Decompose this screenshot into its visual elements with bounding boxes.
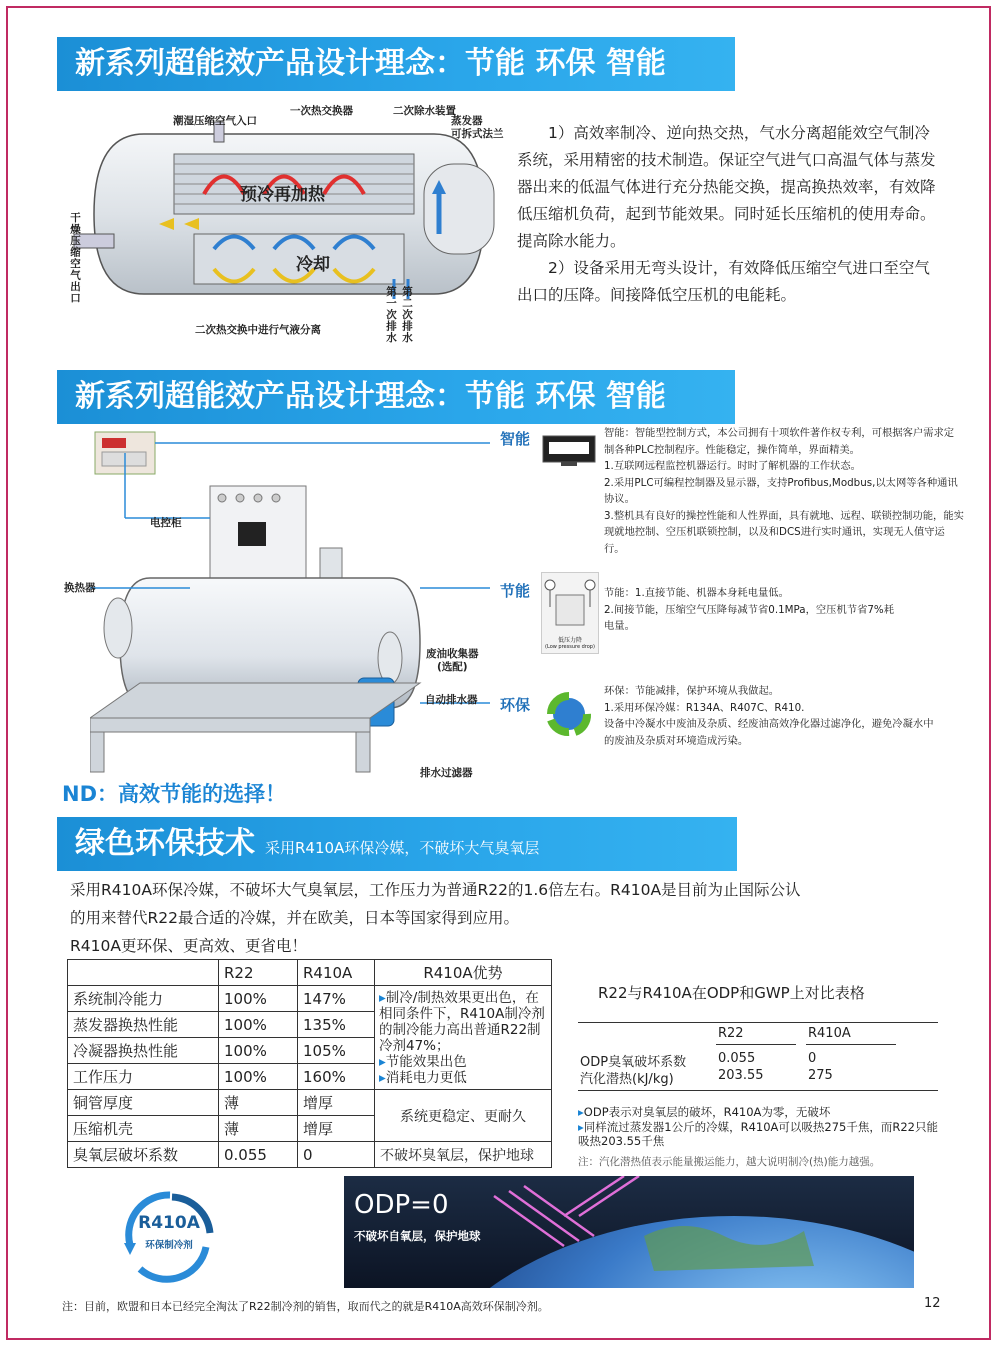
label-heat-exchanger: 换热器 bbox=[64, 582, 96, 594]
eco-line-1: 环保：节能减排，保护环境从我做起。 bbox=[604, 685, 780, 697]
label-drain-filter: 排水过滤器 bbox=[420, 767, 473, 779]
feature-energy-title: 节能 bbox=[500, 582, 531, 600]
table-cell: 铜管厚度 bbox=[68, 1090, 219, 1116]
bullet-triangle-icon: ▸ bbox=[379, 989, 386, 1006]
label-evaporator: 蒸发器 可拆式法兰 bbox=[451, 115, 504, 140]
advantage-cell-3: 不破坏臭氧层，保护地球 bbox=[375, 1142, 552, 1168]
page-number: 12 bbox=[924, 1296, 941, 1311]
section3-line-3: R410A更环保、更高效、更省电！ bbox=[70, 937, 307, 955]
odp-note-text: 同样流过蒸发器1公斤的冷媒，R410A可以吸热275千焦，而R22只能吸热203.55千焦 bbox=[578, 1119, 938, 1148]
label-hx1: 一次热交换器 bbox=[290, 105, 353, 117]
odp-footnote: 注：汽化潜热值表示能量搬运能力，越大说明制冷(热)能力越强。 bbox=[578, 1155, 881, 1168]
table-header-cell bbox=[68, 960, 219, 986]
odp-row-label: 汽化潜热(kJ/kg) bbox=[580, 1072, 674, 1087]
odp-notes bbox=[578, 1105, 938, 1169]
section3-line-2: 的用来替代R22最合适的冷媒，并在欧美，日本等国家得到应用。 bbox=[70, 909, 519, 927]
section1-paragraph-2: 2）设备采用无弯头设计，有效降低压缩空气进口至空气出口的压降。间接降低空压机的电能耗。 bbox=[517, 259, 930, 304]
feature-eco-title: 环保 bbox=[500, 696, 531, 714]
odp-header-r22: R22 bbox=[718, 1026, 744, 1041]
odp-row-value: 0.055 bbox=[718, 1051, 756, 1066]
odp-note-text: ODP表示对臭氧层的破坏，R410A为零，无破坏 bbox=[583, 1105, 831, 1119]
table-cell: 160% bbox=[298, 1064, 375, 1090]
table-header-cell: R410A优势 bbox=[375, 960, 552, 986]
label-reheat: 预冷再加热 bbox=[240, 185, 325, 205]
bullet-triangle-icon: ▸ bbox=[578, 1119, 584, 1134]
table-cell: 冷凝器换热性能 bbox=[68, 1038, 219, 1064]
monitor-icon bbox=[541, 434, 597, 468]
table-row bbox=[68, 1142, 552, 1168]
advantage-item bbox=[379, 1070, 547, 1086]
table-cell: 薄 bbox=[219, 1116, 298, 1142]
table-cell: 薄 bbox=[219, 1090, 298, 1116]
table-cell: 135% bbox=[298, 1012, 375, 1038]
energy-line-2: 2.间接节能，压缩空气压降每减节省0.1MPa，空压机节省7%耗电量。 bbox=[604, 603, 895, 632]
recycle-icon bbox=[541, 686, 597, 742]
r410a-logo-subtext: 环保制冷剂 bbox=[145, 1240, 193, 1251]
label-inlet: 潮湿压缩空气入口 bbox=[173, 115, 257, 127]
refrigerant-comparison-table bbox=[67, 959, 552, 1168]
table-cell: 0.055 bbox=[219, 1142, 298, 1168]
bullet-triangle-icon: ▸ bbox=[578, 1105, 584, 1119]
odp-header-rule-r410a bbox=[806, 1044, 896, 1045]
label-oil-collector: 废油收集器 (选配) bbox=[426, 648, 479, 673]
smart-line-1: 智能：智能型控制方式，本公司拥有十项软件著作权专利，可根据客户需求定制各种PLC控制程序。性能稳定，操作简单，界面精美。 bbox=[604, 427, 955, 456]
table-row bbox=[68, 1090, 552, 1116]
table-cell: 147% bbox=[298, 986, 375, 1012]
label-outlet: 干燥压缩空气出口 bbox=[69, 212, 81, 304]
odp-row-value: 203.55 bbox=[718, 1068, 764, 1083]
section3-line-1: 采用R410A环保冷媒，不破坏大气臭氧层，工作压力为普通R22的1.6倍左右。R410A是目前为止国际公认 bbox=[70, 881, 801, 899]
table-cell: 100% bbox=[219, 1038, 298, 1064]
feature-eco-text bbox=[604, 683, 939, 749]
odp-earth-banner bbox=[344, 1176, 914, 1288]
pressure-gauge-card bbox=[541, 572, 599, 654]
section-banner-2: 新系列超能效产品设计理念：节能 环保 智能 bbox=[57, 370, 735, 424]
eco-line-3: 设备中冷凝水中废油及杂质、经废油高效净化器过滤净化，避免冷凝水中的废油及杂质对环境造成污染。 bbox=[604, 718, 934, 747]
table-cell: 105% bbox=[298, 1038, 375, 1064]
bullet-triangle-icon: ▸ bbox=[379, 1053, 386, 1070]
table-header-row bbox=[68, 960, 552, 986]
odp-earth-title: ODP=0 bbox=[354, 1190, 449, 1220]
label-cooling: 冷却 bbox=[296, 255, 330, 275]
table-cell: 0 bbox=[298, 1142, 375, 1168]
table-cell: 增厚 bbox=[298, 1090, 375, 1116]
section3-text bbox=[70, 876, 900, 960]
pressure-gauge-icon bbox=[542, 573, 598, 633]
odp-table-bottom-rule bbox=[578, 1090, 938, 1091]
label-drain2: 二次除水装置 bbox=[393, 105, 456, 117]
advantage-text: 消耗电力更低 bbox=[385, 1069, 467, 1086]
nd-slogan: ND：高效节能的选择！ bbox=[62, 782, 287, 806]
advantage-cell-2: 系统更稳定、更耐久 bbox=[375, 1090, 552, 1142]
table-header-cell: R22 bbox=[219, 960, 298, 986]
table-cell: 臭氧层破坏系数 bbox=[68, 1142, 219, 1168]
label-drain-second: 第二次排水 bbox=[401, 286, 413, 344]
label-control-cabinet: 电控柜 bbox=[150, 517, 182, 529]
odp-table-title: R22与R410A在ODP和GWP上对比表格 bbox=[598, 984, 865, 1002]
odp-earth-subtitle: 不破坏自氧层，保护地球 bbox=[354, 1229, 481, 1243]
banner3-subtitle: 采用R410A环保冷媒，不破坏大气臭氧层 bbox=[265, 839, 540, 857]
table-cell: 100% bbox=[219, 986, 298, 1012]
table-cell: 压缩机壳 bbox=[68, 1116, 219, 1142]
gauge-caption-en: (Low pressure drop) bbox=[545, 644, 595, 650]
dryer-unit-diagram bbox=[90, 428, 610, 788]
odp-note bbox=[578, 1105, 938, 1120]
label-drain-first: 第一次排水 bbox=[385, 286, 397, 344]
advantage-text: 节能效果出色 bbox=[385, 1053, 467, 1070]
section1-paragraph-1: 1）高效率制冷、逆向热交热，气水分离超能效空气制冷系统，采用精密的技术制造。保证空气进气口高温气体与蒸发器出来的低温气体进行充分热能交换，提高换热效率，有效降低压缩机负荷，起到节能效果。同时延长压缩机的使用寿命。提高除水能力。 bbox=[517, 124, 936, 250]
table-cell: 系统制冷能力 bbox=[68, 986, 219, 1012]
odp-header-rule-r22 bbox=[716, 1044, 796, 1045]
odp-row-label: ODP臭氧破坏系数 bbox=[580, 1055, 687, 1070]
footer-note: 注：目前，欧盟和日本已经完全淘汰了R22制冷剂的销售，取而代之的就是R410A高效环保制冷剂。 bbox=[62, 1300, 549, 1313]
advantage-text: 制冷/制热效果更出色，在相同条件下，R410A制冷剂的制冷能力高出普通R22制冷剂47%； bbox=[379, 989, 545, 1054]
odp-row-value: 275 bbox=[808, 1068, 833, 1083]
odp-note bbox=[578, 1120, 938, 1149]
section1-text bbox=[517, 120, 937, 309]
feature-energy-text bbox=[604, 585, 904, 635]
label-auto-drain: 自动排水器 bbox=[425, 694, 478, 706]
table-cell: 100% bbox=[219, 1012, 298, 1038]
eco-line-2: 1.采用环保冷媒：R134A、R407C、R410. bbox=[604, 701, 805, 714]
smart-line-4: 3.整机具有良好的操控性能和人性界面，具有就地、远程、联锁控制功能，能实现就地控制、空压机联锁控制，以及和DCS进行实时通讯，实现无人值守运行。 bbox=[604, 509, 964, 555]
gauge-caption: 低压力降 bbox=[557, 637, 582, 644]
table-cell: 蒸发器换热性能 bbox=[68, 1012, 219, 1038]
r410a-logo-ring-icon bbox=[110, 1185, 228, 1285]
smart-line-3: 2.采用PLC可编程控制器及显示器，支持Profibus,Modbus,以太网等各种通讯协议。 bbox=[604, 476, 958, 505]
bullet-triangle-icon: ▸ bbox=[379, 1069, 386, 1086]
table-cell: 增厚 bbox=[298, 1116, 375, 1142]
table-cell: 工作压力 bbox=[68, 1064, 219, 1090]
advantage-item bbox=[379, 1054, 547, 1070]
odp-header-r410a: R410A bbox=[808, 1026, 851, 1041]
feature-smart-text bbox=[604, 425, 964, 557]
banner3-title: 绿色环保技术 bbox=[75, 826, 255, 861]
label-hx2: 二次热交换中进行气液分离 bbox=[195, 324, 321, 336]
section-banner-3 bbox=[57, 817, 737, 871]
feature-smart-title: 智能 bbox=[500, 430, 531, 448]
r410a-logo-text: R410A bbox=[138, 1213, 200, 1233]
energy-line-1: 节能：1.直接节能、机器本身耗电量低。 bbox=[604, 587, 789, 599]
odp-row-value: 0 bbox=[808, 1051, 817, 1066]
advantage-item bbox=[379, 990, 547, 1054]
section-banner-1: 新系列超能效产品设计理念：节能 环保 智能 bbox=[57, 37, 735, 91]
advantage-cell-1 bbox=[375, 986, 552, 1090]
odp-table-top-rule bbox=[578, 1022, 938, 1023]
table-row bbox=[68, 986, 552, 1012]
r410a-logo bbox=[110, 1185, 228, 1285]
table-header-cell: R410A bbox=[298, 960, 375, 986]
smart-line-2: 1.互联网远程监控机器运行。时时了解机器的工作状态。 bbox=[604, 460, 861, 472]
table-cell: 100% bbox=[219, 1064, 298, 1090]
